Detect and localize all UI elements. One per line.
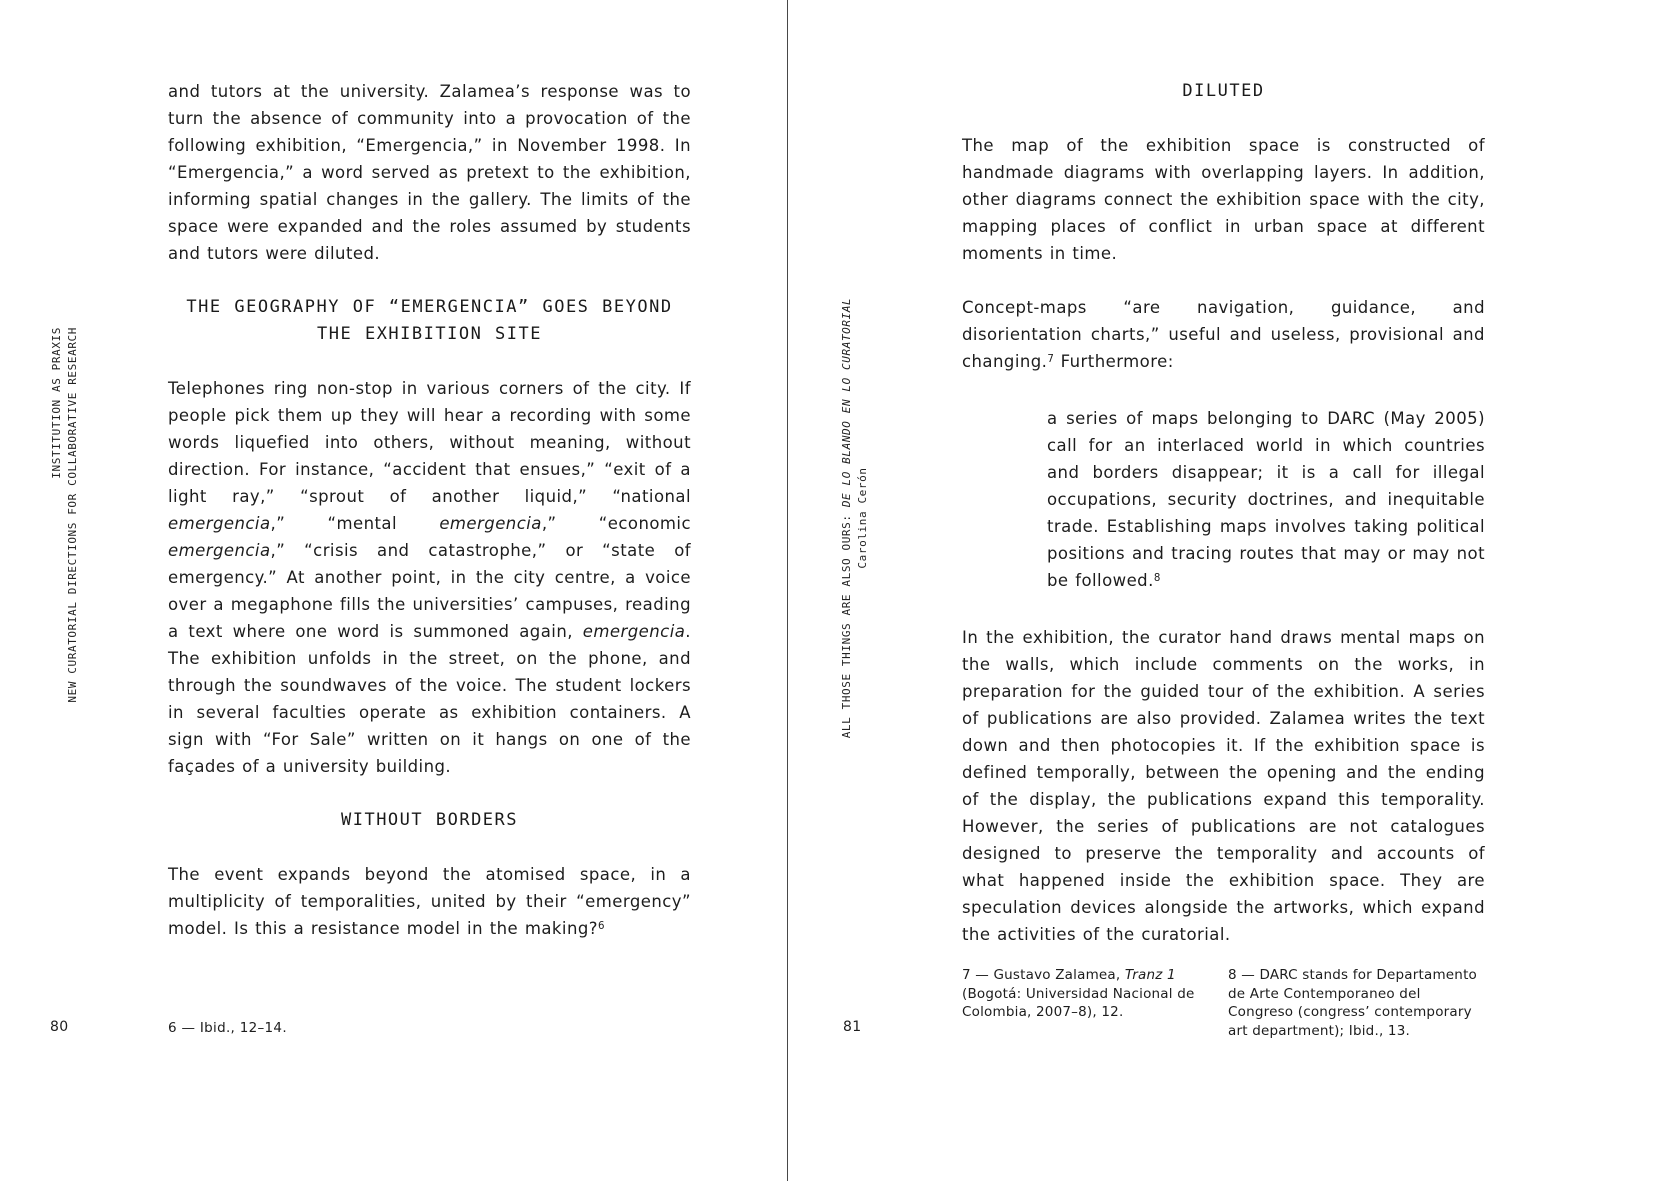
paragraph-map: The map of the exhibition space is constructed of handmade diagrams with overlapping layers. In addition, other diagrams connect the exhibition space with the city, mapping places of conflict in urban space at different moments in time. — [962, 136, 1485, 263]
heading-line-1: THE GEOGRAPHY OF “EMERGENCIA” GOES BEYOND — [186, 297, 673, 317]
footnote-8: 8 — DARC stands for Departamento de Arte Contemporaneo del Congreso (congress’ contemporary art department); Ibid., 13. — [1228, 967, 1478, 1039]
chapter-title-vertical — [839, 293, 871, 743]
heading-line-2: THE EXHIBITION SITE — [317, 324, 542, 344]
series-title-vertical — [49, 327, 81, 707]
section-heading-diluted: DILUTED — [1182, 81, 1265, 101]
paragraph-concept-maps: Concept-maps “are navigation, guidance, and disorientation charts,” useful and useless, provisional and changing.$^7$ Furthermore: — [962, 298, 1485, 371]
footnote-7: 7 — Gustavo Zalamea, Tranz 1 (Bogotá: Universidad Nacional de Colombia, 2007–8), 12. — [962, 967, 1195, 1020]
chapter-title: ALL THOSE THINGS ARE ALSO OURS: DE LO BLANDO EN LO CURATORIAL — [840, 297, 853, 739]
paragraph-tutors: and tutors at the university. Zalamea’s response was to turn the absence of community into a provocation of the following exhibition, “Emergencia,” in November 1998. In “Emergencia,” a word served as pretext to the exhibition, informing spatial changes in the gallery. The limits of the space were expanded and the roles assumed by students and tutors were diluted. — [168, 82, 691, 263]
series-title-line-2: NEW CURATORIAL DIRECTIONS FOR COLLABORATIVE RESEARCH — [66, 327, 79, 703]
page-number-81: 81 — [843, 1019, 862, 1035]
paragraph-telephones: Telephones ring non-stop in various corners of the city. If people pick them up they will hear a recording with some words liquefied into others, without meaning, without direction. For instance, “accident that ensues,” “exit of a light ray,” “sprout of another liquid,” “national emergencia,” “mental emergencia,” “economic emergencia,” “crisis and catastrophe,” or “state of emergency.” At another point, in the city centre, a voice over a megaphone fills the universities’ campuses, reading a text where one word is summoned again, emergencia. The exhibition unfolds in the street, on the phone, and through the soundwaves of the voice. The student lockers in several faculties operate as exhibition containers. A sign with “For Sale” written on it hangs on one of the façades of a university building. — [168, 379, 691, 776]
footnote-6: 6 — Ibid., 12–14. — [168, 1020, 287, 1036]
page-80-text-column — [168, 78, 691, 972]
blockquote-darc: a series of maps belonging to DARC (May 2005) call for an interlaced world in which countries and borders disappear; it is a call for illegal occupations, security doctrines, and inequitable trade. Establishing maps involves taking political positions and tracing routes that may or may not be followed.$^8$ — [1047, 409, 1485, 590]
page-81-text-column — [962, 78, 1485, 975]
spine-divider — [787, 0, 788, 1181]
paragraph-curator: In the exhibition, the curator hand draws mental maps on the walls, which include comments on the works, in preparation for the guided tour of the exhibition. A series of publications are also provided. Zalamea writes the text down and then photocopies it. If the exhibition space is defined temporally, between the opening and the ending of the display, the publications expand this temporality. However, the series of publications are not catalogues designed to preserve the temporality and accounts of what happened inside the exhibition space. They are speculation devices alongside the artworks, which expand the activities of the curatorial. — [962, 628, 1485, 944]
series-title-line-1: INSTITUTION AS PRAXIS — [50, 327, 63, 479]
chapter-author: Carolina Cerón — [856, 467, 869, 569]
page-number-80: 80 — [50, 1019, 69, 1035]
section-heading-geography — [168, 294, 691, 348]
section-heading-without-borders: WITHOUT BORDERS — [340, 810, 519, 830]
footnotes-page-81 — [962, 966, 1488, 1040]
paragraph-event-expands: The event expands beyond the atomised space, in a multiplicity of temporalities, united by their “emergency” model. Is this a resistance model in the making?$^6$ — [168, 865, 691, 938]
